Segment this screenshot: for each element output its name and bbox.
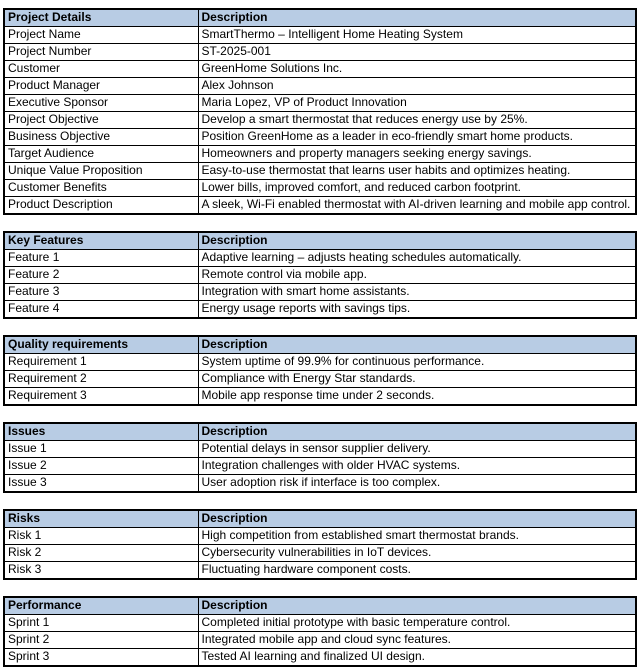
table-row xyxy=(4,197,636,215)
section-title-cell[interactable]: Issues xyxy=(4,423,198,441)
section-header-row xyxy=(4,336,636,354)
row-value-cell[interactable]: Tested AI learning and finalized UI design. xyxy=(198,649,636,667)
row-label-cell[interactable]: Requirement 2 xyxy=(4,371,198,388)
row-value-cell[interactable]: High competition from established smart thermostat brands. xyxy=(198,528,636,545)
table-row xyxy=(4,649,636,667)
row-value-cell[interactable]: Integration with smart home assistants. xyxy=(198,284,636,301)
row-label-cell[interactable]: Customer xyxy=(4,61,198,78)
section-table xyxy=(3,509,637,580)
row-value-cell[interactable]: Integrated mobile app and cloud sync features. xyxy=(198,632,636,649)
description-header-cell[interactable]: Description xyxy=(198,423,636,441)
row-value-cell[interactable]: SmartThermo – Intelligent Home Heating System xyxy=(198,27,636,44)
table-row xyxy=(4,112,636,129)
table-row xyxy=(4,475,636,493)
table-row xyxy=(4,163,636,180)
table-row xyxy=(4,354,636,371)
section-title-cell[interactable]: Key Features xyxy=(4,232,198,250)
description-header-cell[interactable]: Description xyxy=(198,510,636,528)
row-label-cell[interactable]: Issue 2 xyxy=(4,458,198,475)
section-body xyxy=(4,615,636,667)
table-row xyxy=(4,528,636,545)
section-header-row xyxy=(4,423,636,441)
row-label-cell[interactable]: Sprint 2 xyxy=(4,632,198,649)
table-row xyxy=(4,146,636,163)
section-body xyxy=(4,354,636,406)
table-row xyxy=(4,371,636,388)
table-row xyxy=(4,129,636,146)
row-label-cell[interactable]: Business Objective xyxy=(4,129,198,146)
section-body xyxy=(4,27,636,215)
row-label-cell[interactable]: Feature 4 xyxy=(4,301,198,319)
table-row xyxy=(4,180,636,197)
row-label-cell[interactable]: Feature 1 xyxy=(4,250,198,267)
row-value-cell[interactable]: User adoption risk if interface is too complex. xyxy=(198,475,636,493)
table-row xyxy=(4,545,636,562)
section-body xyxy=(4,441,636,493)
row-label-cell[interactable]: Customer Benefits xyxy=(4,180,198,197)
row-label-cell[interactable]: Product Manager xyxy=(4,78,198,95)
section-body xyxy=(4,250,636,319)
description-header-cell[interactable]: Description xyxy=(198,336,636,354)
table-row xyxy=(4,44,636,61)
row-value-cell[interactable]: Compliance with Energy Star standards. xyxy=(198,371,636,388)
row-label-cell[interactable]: Project Objective xyxy=(4,112,198,129)
row-value-cell[interactable]: Energy usage reports with savings tips. xyxy=(198,301,636,319)
row-value-cell[interactable]: Adaptive learning – adjusts heating schedules automatically. xyxy=(198,250,636,267)
row-label-cell[interactable]: Target Audience xyxy=(4,146,198,163)
table-row xyxy=(4,27,636,44)
row-value-cell[interactable]: Homeowners and property managers seeking energy savings. xyxy=(198,146,636,163)
row-label-cell[interactable]: Risk 2 xyxy=(4,545,198,562)
row-value-cell[interactable]: System uptime of 99.9% for continuous performance. xyxy=(198,354,636,371)
row-value-cell[interactable]: Easy-to-use thermostat that learns user habits and optimizes heating. xyxy=(198,163,636,180)
row-label-cell[interactable]: Sprint 3 xyxy=(4,649,198,667)
row-label-cell[interactable]: Executive Sponsor xyxy=(4,95,198,112)
row-value-cell[interactable]: GreenHome Solutions Inc. xyxy=(198,61,636,78)
row-value-cell[interactable]: Integration challenges with older HVAC systems. xyxy=(198,458,636,475)
row-value-cell[interactable]: A sleek, Wi-Fi enabled thermostat with AI-driven learning and mobile app control. xyxy=(198,197,636,215)
row-label-cell[interactable]: Sprint 1 xyxy=(4,615,198,632)
row-label-cell[interactable]: Requirement 1 xyxy=(4,354,198,371)
row-label-cell[interactable]: Issue 1 xyxy=(4,441,198,458)
row-label-cell[interactable]: Feature 3 xyxy=(4,284,198,301)
row-value-cell[interactable]: Fluctuating hardware component costs. xyxy=(198,562,636,580)
row-label-cell[interactable]: Product Description xyxy=(4,197,198,215)
row-value-cell[interactable]: Remote control via mobile app. xyxy=(198,267,636,284)
section-title-cell[interactable]: Performance xyxy=(4,597,198,615)
row-value-cell[interactable]: Position GreenHome as a leader in eco-friendly smart home products. xyxy=(198,129,636,146)
table-row xyxy=(4,301,636,319)
row-value-cell[interactable]: Maria Lopez, VP of Product Innovation xyxy=(198,95,636,112)
table-row xyxy=(4,615,636,632)
row-value-cell[interactable]: Develop a smart thermostat that reduces energy use by 25%. xyxy=(198,112,636,129)
description-header-cell[interactable]: Description xyxy=(198,597,636,615)
row-value-cell[interactable]: Alex Johnson xyxy=(198,78,636,95)
section-body xyxy=(4,528,636,580)
row-value-cell[interactable]: Cybersecurity vulnerabilities in IoT devices. xyxy=(198,545,636,562)
row-label-cell[interactable]: Feature 2 xyxy=(4,267,198,284)
table-row xyxy=(4,267,636,284)
table-row xyxy=(4,458,636,475)
section-table xyxy=(3,231,637,319)
row-label-cell[interactable]: Risk 3 xyxy=(4,562,198,580)
row-value-cell[interactable]: ST-2025-001 xyxy=(198,44,636,61)
table-row xyxy=(4,632,636,649)
section-table xyxy=(3,8,637,215)
description-header-cell[interactable]: Description xyxy=(198,9,636,27)
section-title-cell[interactable]: Project Details xyxy=(4,9,198,27)
row-label-cell[interactable]: Requirement 3 xyxy=(4,388,198,406)
section-title-cell[interactable]: Risks xyxy=(4,510,198,528)
section-table xyxy=(3,335,637,406)
section-header-row xyxy=(4,597,636,615)
row-label-cell[interactable]: Issue 3 xyxy=(4,475,198,493)
description-header-cell[interactable]: Description xyxy=(198,232,636,250)
table-row xyxy=(4,284,636,301)
table-row xyxy=(4,78,636,95)
table-row xyxy=(4,61,636,78)
row-value-cell[interactable]: Lower bills, improved comfort, and reduced carbon footprint. xyxy=(198,180,636,197)
section-title-cell[interactable]: Quality requirements xyxy=(4,336,198,354)
table-row xyxy=(4,250,636,267)
table-row xyxy=(4,388,636,406)
section-header-row xyxy=(4,9,636,27)
row-label-cell[interactable]: Unique Value Proposition xyxy=(4,163,198,180)
row-label-cell[interactable]: Project Name xyxy=(4,27,198,44)
section-table xyxy=(3,422,637,493)
row-label-cell[interactable]: Project Number xyxy=(4,44,198,61)
row-label-cell[interactable]: Risk 1 xyxy=(4,528,198,545)
row-value-cell[interactable]: Completed initial prototype with basic temperature control. xyxy=(198,615,636,632)
table-row xyxy=(4,562,636,580)
table-row xyxy=(4,441,636,458)
section-table xyxy=(3,596,637,667)
row-value-cell[interactable]: Mobile app response time under 2 seconds. xyxy=(198,388,636,406)
section-header-row xyxy=(4,510,636,528)
table-row xyxy=(4,95,636,112)
section-header-row xyxy=(4,232,636,250)
row-value-cell[interactable]: Potential delays in sensor supplier delivery. xyxy=(198,441,636,458)
